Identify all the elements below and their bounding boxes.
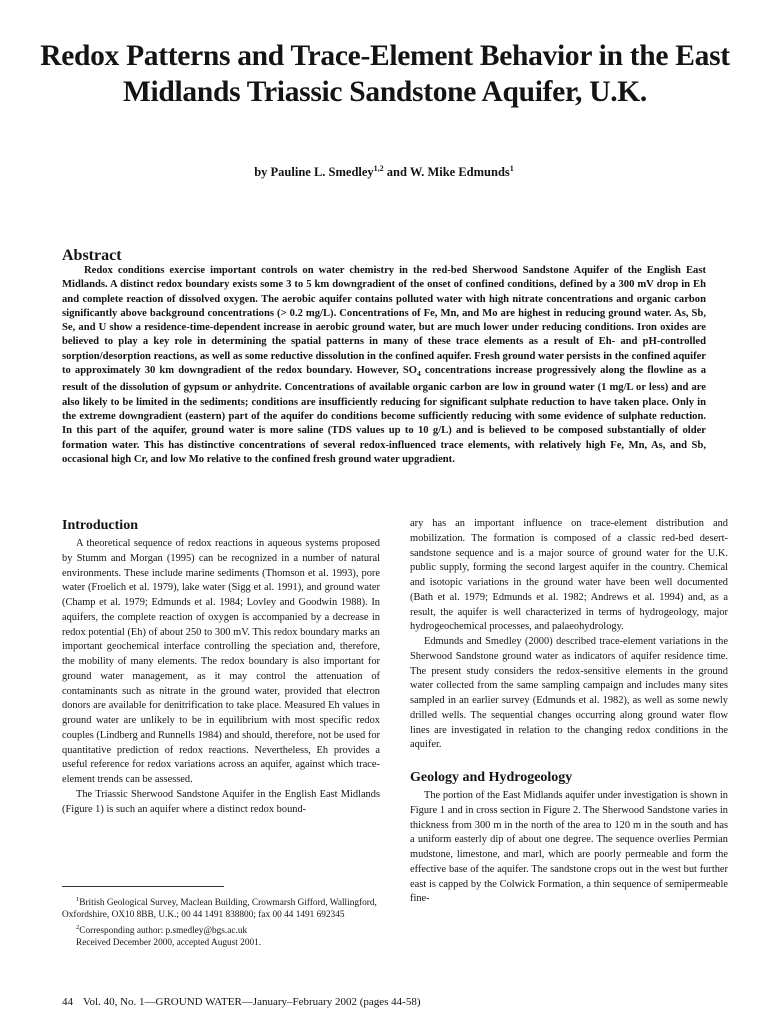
page-footer <box>62 996 421 1008</box>
intro-paragraph-1: A theoretical sequence of redox reactions in aqueous systems proposed by Stumm and Morgan (1995) can be recognized in a number of natural environments. These include marine sediments (Thomson et al. 1993), pore water (Froelich et al. 1979), lake water (Sigg et al. 1991), and ground water (Champ et al. 1979; Edmunds et al. 1984; Lovley and Goodwin 1988). In aquifers, the complete reaction of oxygen is accompanied by a decrease in redox potential (Eh) of about 250 to 300 mV. This redox boundary marks an important geochemical interface controlling the speciation and, therefore, the mobility of many elements. The redox boundary is also important for ground water management, as it may control the attenuation of contaminants such as nitrate in the ground water, provided that electron donors are available for denitrification to take place. Measured Eh values in ground water are unlikely to be in equilibrium with most specific redox couples (Lindberg and Runnells 1984) and should, therefore, not be used for quantitative prediction of redox reactions. Nevertheless, Eh provides a useful reference for redox variations across an aquifer, against which trace-element trends can be assessed. <box>62 538 380 785</box>
abstract-heading: Abstract <box>62 247 122 264</box>
footnote-rule <box>62 886 224 887</box>
footnote-2: $^2$Corresponding author: p.smedley@bgs.ac.uk <box>76 923 248 936</box>
intro-paragraph-4: Edmunds and Smedley (2000) described trace-element variations in the Sherwood Sandstone ground water as indicators of aquifer residence time. The present study considers the redox-sensitive elements in the ground water collected from the same sampling campaign and includes many sites sampled in an earlier survey (Edmunds et al. 1982), as well as some newly drilled wells. The sequential changes occurring along ground water flow lines are investigated in relation to the changing redox conditions in the aquifer. <box>410 636 728 751</box>
geology-paragraph-1: The portion of the East Midlands aquifer under investigation is shown in Figure 1 and in cross section in Figure 2. The Sherwood Sandstone varies in thickness from 300 m in the north of the area to 120 m in the south and has a uniform easterly dip of about one degree. The sequence overlies Permian mudstone, limestone, and marl, which are poorly permeable and form the effective base of the aquifer. The sandstone crops out in the west but further east is capped by the Colwick Formation, a thin sequence of semipermeable fine- <box>410 790 728 905</box>
left-column <box>62 517 380 817</box>
journal-citation: Vol. 40, No. 1—GROUND WATER—January–February 2002 (pages 44-58) <box>83 996 421 1008</box>
right-column <box>410 517 728 907</box>
byline: by Pauline L. Smedley$^{1,2}$ and W. Mike Edmunds$^1$ <box>254 164 514 180</box>
geology-heading: Geology and Hydrogeology <box>410 770 573 785</box>
footnote-1: $^1$British Geological Survey, Maclean Building, Crowmarsh Gifford, Wallingford, Oxfordshire, OX10 8BB, U.K.; 00 44 1491 838800; fax 00 44 1491 692345 <box>62 896 377 921</box>
footnotes <box>62 894 380 949</box>
received-note: Received December 2000, accepted August 2001. <box>76 938 262 949</box>
intro-paragraph-2: The Triassic Sherwood Sandstone Aquifer in the English East Midlands (Figure 1) is such an aquifer where a distinct redox bound- <box>62 788 380 815</box>
paper-title: Redox Patterns and Trace-Element Behavior in the East Midlands Triassic Sandstone Aquifer, U.K. <box>40 40 730 108</box>
intro-paragraph-3: ary has an important influence on trace-element distribution and mobilization. The formation is composed of a classic red-bed desert-sandstone sequence and is a major source of ground water for the U.K. public supply, forming the second largest aquifer in the country. Chemical and isotopic variations in the ground water have been well documented (Bath et al. 1979; Edmunds et al. 1982; Andrews et al. 1994) and, as a result, the aquifer is well characterized in terms of hydrogeology, major hydrogeochemical processes, and palaeohydrology. <box>410 518 728 633</box>
page-number: 44 <box>62 996 73 1008</box>
abstract-text: Redox conditions exercise important controls on water chemistry in the red-bed Sherwood Sandstone Aquifer of the English East Midlands. A distinct redox boundary exists some 3 to 5 km downgradient of the onset of confined conditions, defined by a 300 mV drop in Eh and complete reaction of dissolved oxygen. The aerobic aquifer contains polluted water with high nitrate concentrations and organic carbon significantly above background concentrations (> 0.2 mg/L). Concentrations of Fe, Mn, and Mo are highest in reducing ground water. As, Sb, Se, and U show a residence-time-dependent increase in aerobic ground water, but are much lower under reducing conditions. Iron oxides are believed to play a key role in determining the spatial patterns in many of these trace elements as a result of Eh- and pH-controlled sorption/desorption reactions, as well as some reductive dissolution in the confined aquifer. Fresh ground water persists in the confined aquifer to approximately 30 km downgradient of the redox boundary. However, $SO_4$ concentrations increase progressively along the flowline as a result of the dissolution of gypsum or anhydrite. Concentrations of available organic carbon are low in ground water (1 mg/L or less) and are also likely to be limited in the sediments; conditions are insufficiently reducing for significant sulphate reduction to have taken place. Only in the extreme downgradient (eastern) part of the aquifer do conditions become sufficiently reducing with some evidence of sulphate reduction. In this part of the aquifer, ground water is more saline (TDS values up to 10 g/L) and is believed to be composed substantially of older formation water. This has distinctive concentrations of several redox-influenced trace elements, with relatively high Fe, Mn, As, and Sb, occasional high Cr, and low Mo relative to the confined fresh ground water upgradient. <box>62 265 707 465</box>
introduction-heading: Introduction <box>62 518 138 533</box>
